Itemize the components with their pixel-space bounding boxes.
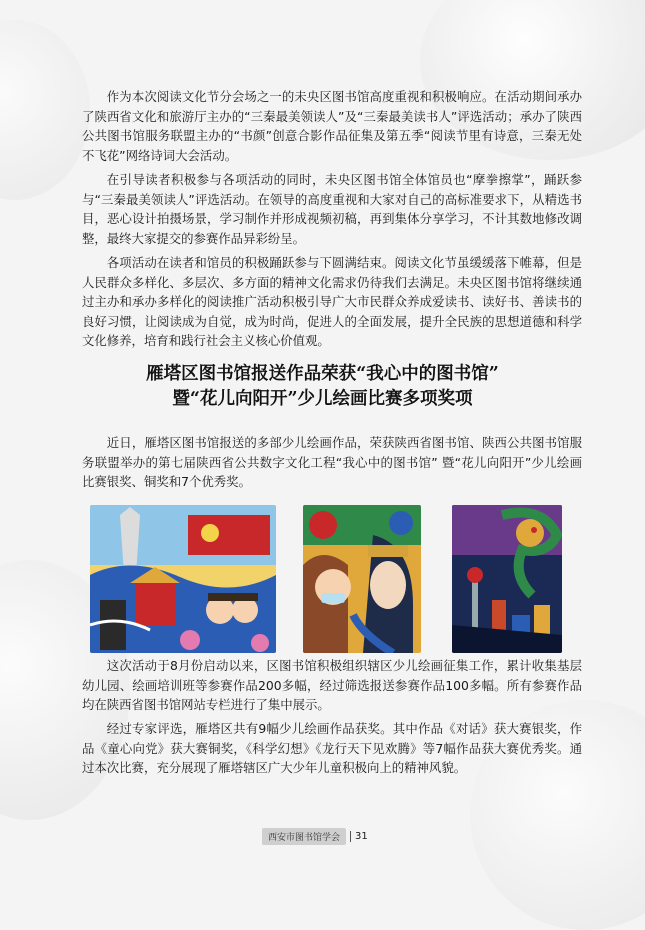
body-paragraph: 经过专家评选，雁塔区共有9幅少儿绘画作品获奖。其中作品《对话》获大赛银奖，作品《童心向党》获大赛铜奖，《科学幻想》《龙行天下见欢腾》等7幅作品获大赛优秀奖。通过本次比赛，充分展现了雁塔辖区广大少年儿童积极向上的精神风貌。 <box>82 721 582 776</box>
page-number: 31 <box>350 831 368 842</box>
artwork-image-3 <box>452 505 562 653</box>
page-footer <box>262 827 368 845</box>
artwork-image-2 <box>303 505 421 653</box>
painting-illustration <box>452 505 562 653</box>
body-paragraph: 近日，雁塔区图书馆报送的多部少儿绘画作品，荣获陕西省图书馆、陕西公共图书馆服务联盟举办的第七届陕西省公共数字文化工程“我心中的图书馆” 暨“花儿向阳开”少儿绘画比赛银奖、铜奖和7个优秀奖。 <box>82 435 582 490</box>
background-flower-decoration <box>0 20 90 200</box>
footer-publisher-label: 西安市图书馆学会 <box>262 828 346 845</box>
body-paragraph: 作为本次阅读文化节分会场之一的未央区图书馆高度重视和积极响应。在活动期间承办了陕西省文化和旅游厅主办的“三秦最美领读人”及“三秦最美读书人”评选活动；承办了陕西公共图书馆服务联盟主办的“书颜”创意合影作品征集及第五季“阅读节里有诗意，三秦无处不飞花”网络诗词大会活动。 <box>82 89 582 163</box>
artwork-image-1 <box>90 505 276 653</box>
painting-illustration <box>90 505 276 653</box>
body-paragraph: 各项活动在读者和馆员的积极踊跃参与下圆满结束。阅读文化节虽缓缓落下帷幕，但是人民群众多样化、多层次、多方面的精神文化需求仍待我们去满足。未央区图书馆将继续通过主办和承办多样化的阅读推广活动积极引导广大市民群众养成爱读书、读好书、善读书的良好习惯，让阅读成为自觉，成为时尚，促进人的全面发展，提升全民族的思想道德和科学文化修养，培育和践行社会主义核心价值观。 <box>82 255 582 349</box>
article-heading-line-2: 暨“花儿向阳开”少儿绘画比赛多项奖项 <box>172 389 473 409</box>
body-paragraph: 在引导读者积极参与各项活动的同时，未央区图书馆全体馆员也“摩拳擦掌”，踊跃参与“三秦最美领读人”评选活动。在领导的高度重视和大家对自己的高标准要求下，从精选书目，恶心设计拍摄场景，学习制作并形成视频初稿，再到集体分享学习，不计其数地修改调整，最终大家提交的参赛作品异彩纷呈。 <box>82 172 582 246</box>
body-paragraph: 这次活动于8月份启动以来，区图书馆积极组织辖区少儿绘画征集工作，累计收集基层幼儿园、绘画培训班等参赛作品200多幅，经过筛选报送参赛作品100多幅。所有参赛作品均在陕西省图书馆网站专栏进行了集中展示。 <box>82 658 582 713</box>
article-heading-line-1: 雁塔区图书馆报送作品荣获“我心中的图书馆” <box>146 364 499 384</box>
painting-illustration <box>303 505 421 653</box>
